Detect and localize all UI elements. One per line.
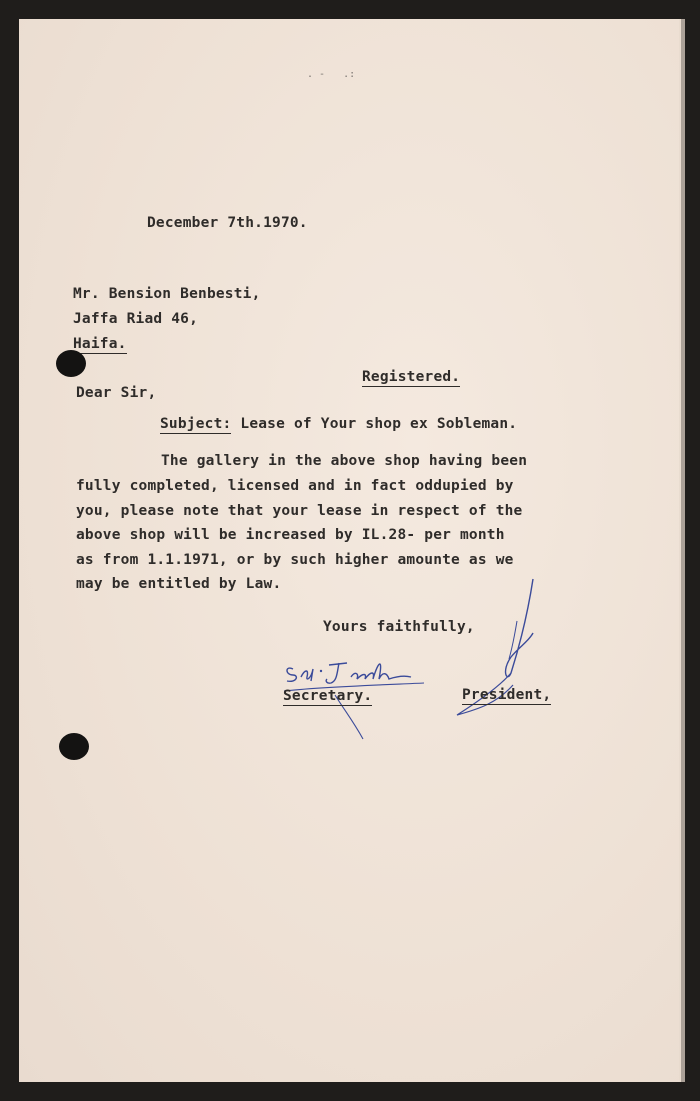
registered-label: Registered.: [362, 369, 461, 385]
recipient-city: Haifa.: [73, 336, 127, 352]
body-line-1: The gallery in the above shop having been: [161, 453, 528, 469]
body-line-6: may be entitled by Law.: [76, 576, 282, 592]
punch-hole-bottom: [59, 733, 89, 760]
subject-line: [160, 416, 517, 432]
subject-label: Subject:: [160, 416, 232, 432]
letter-page: [19, 19, 681, 1082]
salutation: Dear Sir,: [76, 385, 157, 401]
body-line-4: above shop will be increased by IL.28- per month: [76, 527, 505, 543]
letter-date: December 7th.1970.: [147, 215, 308, 231]
body-line-5: as from 1.1.1971, or by such higher amounte as we: [76, 552, 514, 568]
punch-hole-top: [56, 350, 86, 377]
body-line-3: you, please note that your lease in respect of the: [76, 503, 523, 519]
recipient-street: Jaffa Riad 46,: [73, 311, 199, 327]
paper-specks: . - .:: [307, 69, 356, 80]
subject-text: Lease of Your shop ex Sobleman.: [240, 416, 518, 432]
closing: Yours faithfully,: [323, 619, 475, 635]
paper-edge: [679, 19, 685, 1082]
recipient-name: Mr. Bension Benbesti,: [73, 286, 261, 302]
president-label: President,: [462, 687, 552, 703]
secretary-label: Secretary.: [283, 688, 373, 704]
body-line-2: fully completed, licensed and in fact oddupied by: [76, 478, 514, 494]
